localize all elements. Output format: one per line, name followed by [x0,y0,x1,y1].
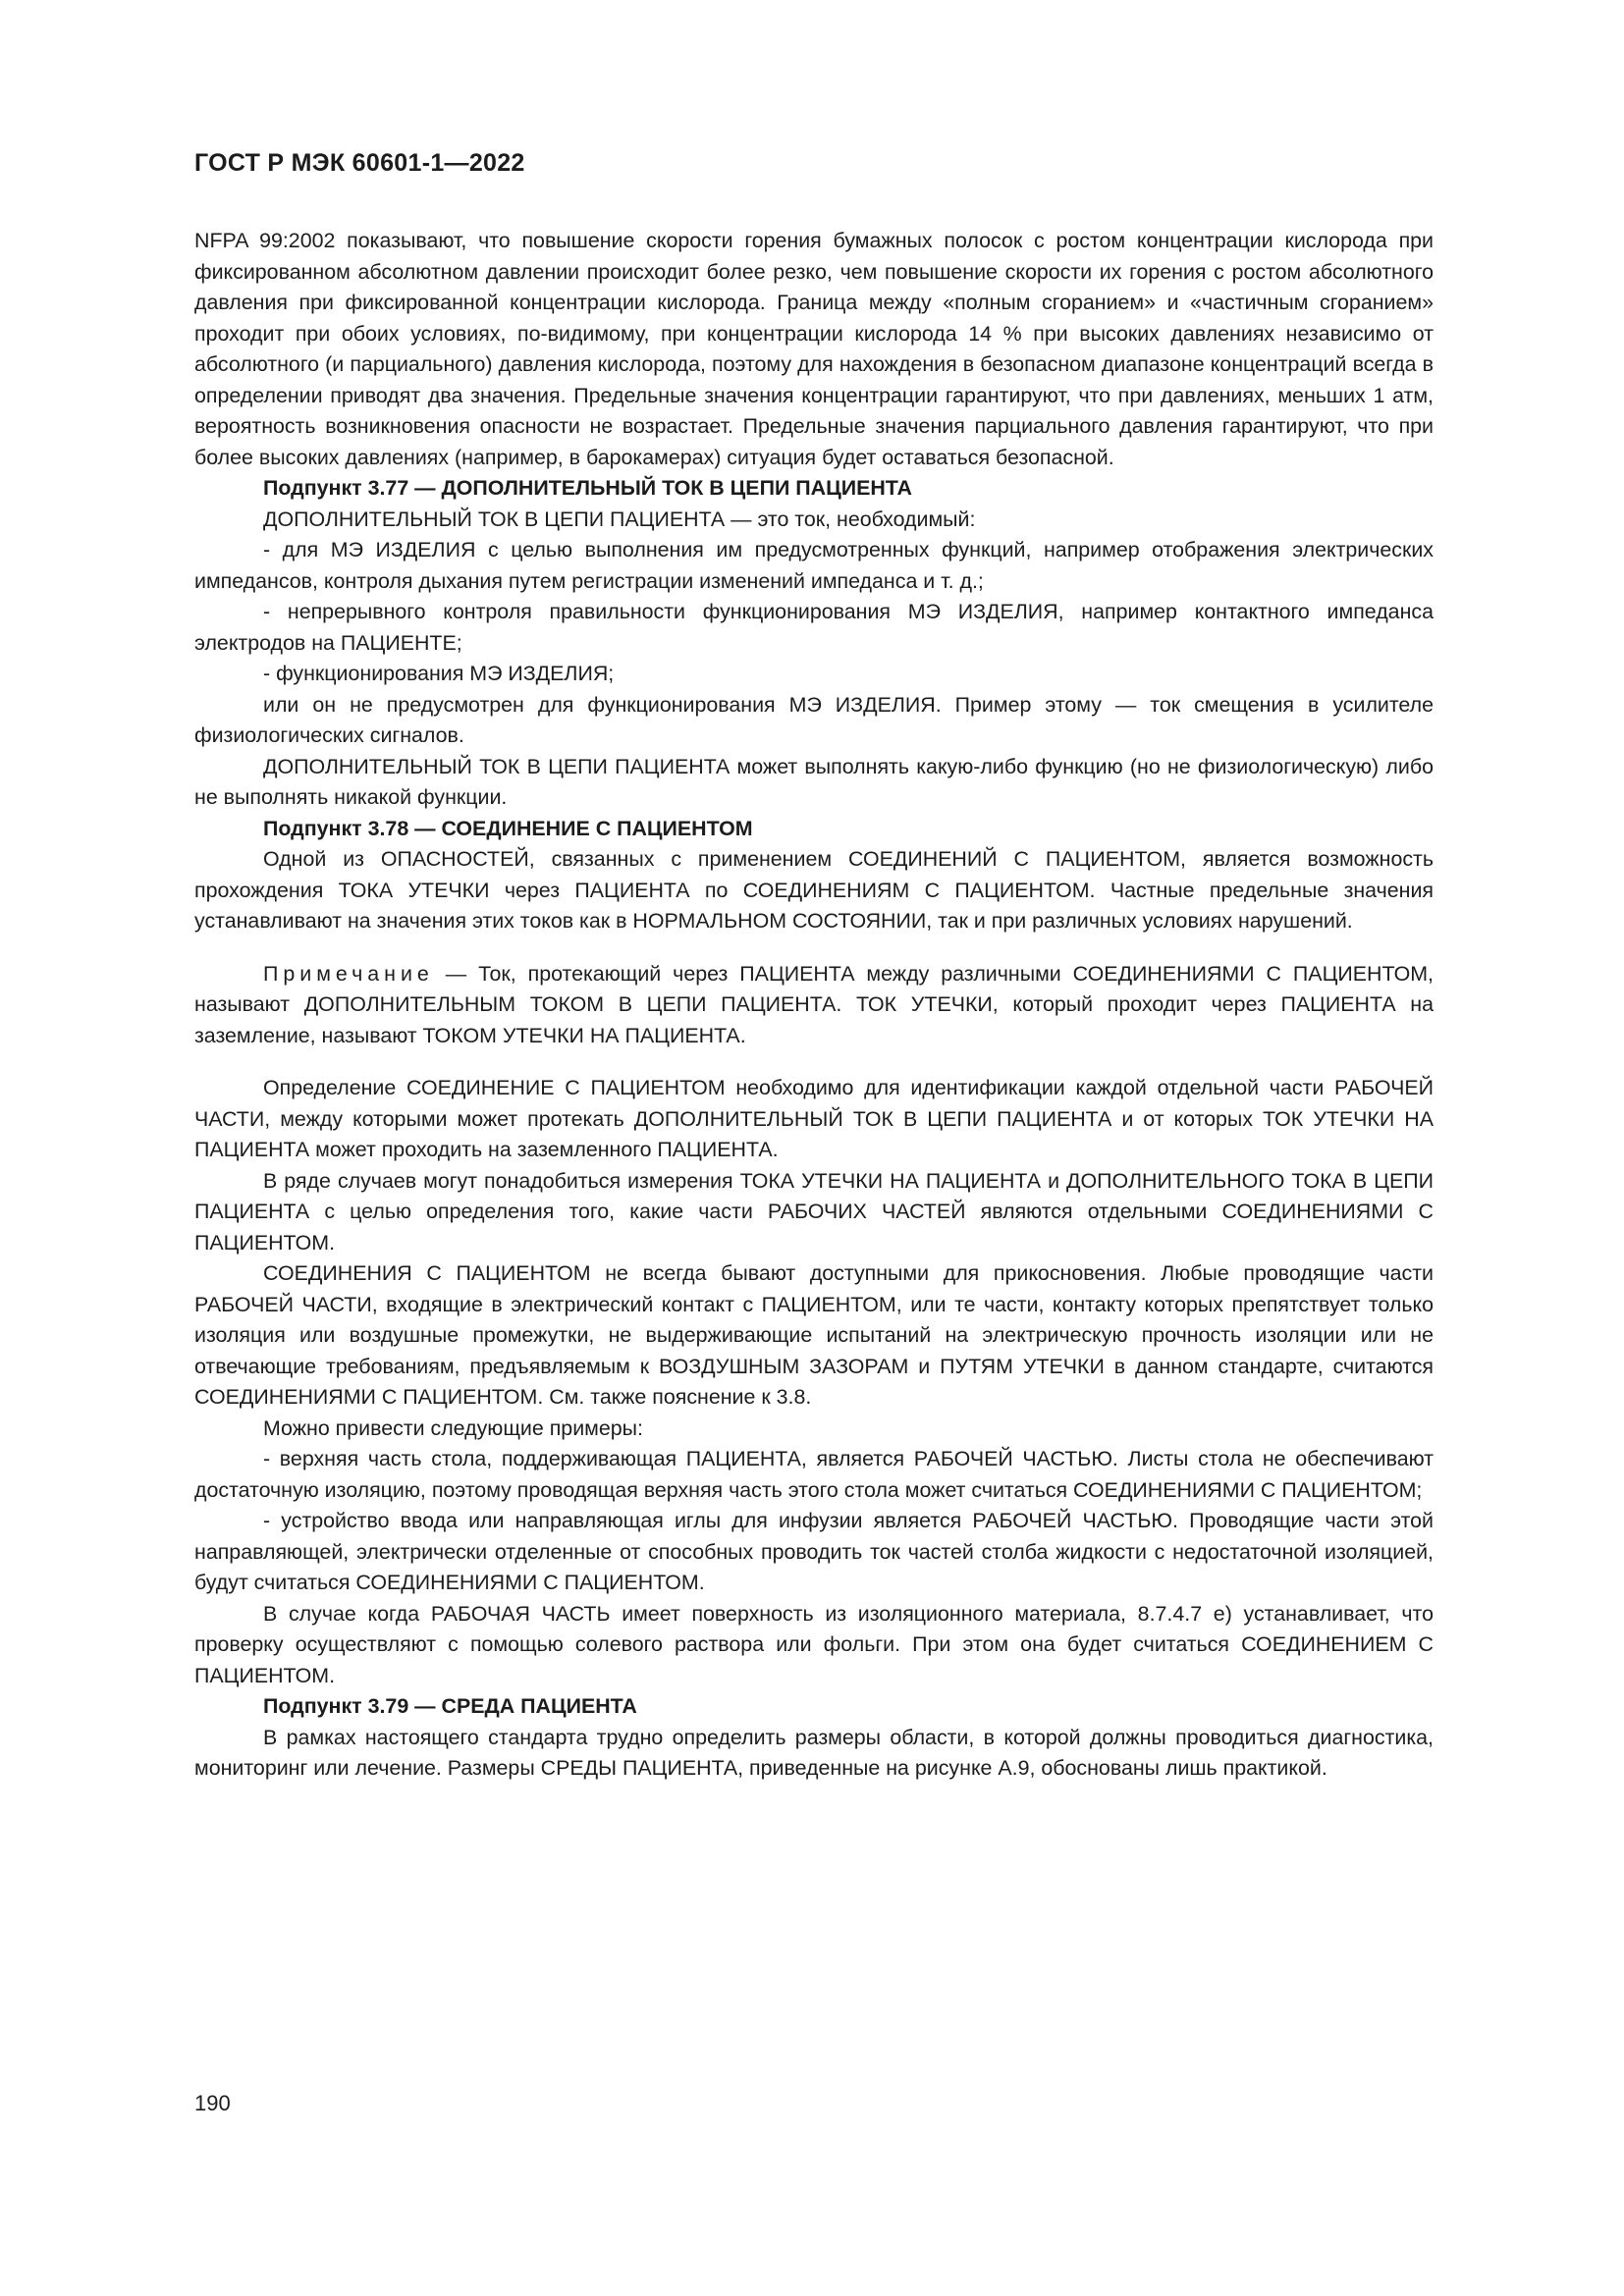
note-text: — Ток, протекающий через ПАЦИЕНТА между различными СОЕДИНЕНИЯМИ С ПАЦИЕНТОМ, называют ДОПОЛНИТЕЛЬНЫМ ТОКОМ В ЦЕПИ ПАЦИЕНТА. ТОК УТЕЧКИ, который проходит через ПАЦИЕНТА на заземление, называют ТОКОМ УТЕЧКИ НА ПАЦИЕНТА. [194,961,1434,1047]
document-header: ГОСТ Р МЭК 60601-1—2022 [194,149,525,177]
paragraph: или он не предусмотрен для функционирования МЭ ИЗДЕЛИЯ. Пример этому — ток смещения в усилителе физиологических сигналов. [194,692,1434,747]
list-item: - для МЭ ИЗДЕЛИЯ с целью выполнения им предусмотренных функций, например отображения электрических импедансов, контроля дыхания путем регистрации изменений импеданса и т. д.; [194,538,1434,593]
section-heading-3-77: Подпункт 3.77 — ДОПОЛНИТЕЛЬНЫЙ ТОК В ЦЕПИ ПАЦИЕНТА [263,476,912,500]
paragraph: СОЕДИНЕНИЯ С ПАЦИЕНТОМ не всегда бывают доступными для прикосновения. Любые проводящие части РАБОЧЕЙ ЧАСТИ, входящие в электрический контакт с ПАЦИЕНТОМ, или те части, контакту которых препятствует только изоляция или воздушные промежутки, не выдерживающие испытаний на электрическую прочность изоляции или не отвечающие требованиям, предъявляемым к ВОЗДУШНЫМ ЗАЗОРАМ и ПУТЯМ УТЕЧКИ в данном стандарте, считаются СОЕДИНЕНИЯМИ С ПАЦИЕНТОМ. См. также пояснение к 3.8. [194,1261,1434,1409]
paragraph: В ряде случаев могут понадобиться измерения ТОКА УТЕЧКИ НА ПАЦИЕНТА и ДОПОЛНИТЕЛЬНОГО ТОКА В ЦЕПИ ПАЦИЕНТА с целью определения того, какие части РАБОЧИХ ЧАСТЕЙ являются отдельными СОЕДИНЕНИЯМИ С ПАЦИЕНТОМ. [194,1168,1434,1255]
list-item: - функционирования МЭ ИЗДЕЛИЯ; [263,662,615,685]
paragraph: Одной из ОПАСНОСТЕЙ, связанных с применением СОЕДИНЕНИЙ С ПАЦИЕНТОМ, является возможность прохождения ТОКА УТЕЧКИ через ПАЦИЕНТА по СОЕДИНЕНИЯМ С ПАЦИЕНТОМ. Частные предельные значения устанавливают на значения этих токов как в НОРМАЛЬНОМ СОСТОЯНИИ, так и при различных условиях нарушений. [194,847,1434,933]
list-item: - устройство ввода или направляющая иглы для инфузии является РАБОЧЕЙ ЧАСТЬЮ. Проводящие части этой направляющей, электрически отделенные от способных проводить ток частей столба жидкости с недостаточной изоляцией, будут считаться СОЕДИНЕНИЯМИ С ПАЦИЕНТОМ. [194,1509,1434,1594]
note [194,959,1434,1052]
paragraph: В рамках настоящего стандарта трудно определить размеры области, в которой должны проводиться диагностика, мониторинг или лечение. Размеры СРЕДЫ ПАЦИЕНТА, приведенные на рисунке А.9, обоснованы лишь практикой. [194,1725,1434,1780]
section-heading-3-79: Подпункт 3.79 — СРЕДА ПАЦИЕНТА [263,1694,637,1718]
paragraph: ДОПОЛНИТЕЛЬНЫЙ ТОК В ЦЕПИ ПАЦИЕНТА — это ток, необходимый: [263,507,976,531]
paragraph: ДОПОЛНИТЕЛЬНЫЙ ТОК В ЦЕПИ ПАЦИЕНТА может выполнять какую-либо функцию (но не физиологическую) либо не выполнять никакой функции. [194,754,1434,809]
paragraph: Можно привести следующие примеры: [263,1415,643,1440]
list-item: - непрерывного контроля правильности функционирования МЭ ИЗДЕЛИЯ, например контактного импеданса электродов на ПАЦИЕНТЕ; [194,600,1434,655]
paragraph: В случае когда РАБОЧАЯ ЧАСТЬ имеет поверхность из изоляционного материала, 8.7.4.7 е) устанавливает, что проверку осуществляют с помощью солевого раствора или фольги. При этом она будет считаться СОЕДИНЕНИЕМ С ПАЦИЕНТОМ. [194,1601,1434,1687]
page-number: 190 [194,2091,231,2115]
list-item: - верхняя часть стола, поддерживающая ПАЦИЕНТА, является РАБОЧЕЙ ЧАСТЬЮ. Листы стола не обеспечивают достаточную изоляцию, поэтому проводящая верхняя часть этого стола может считаться СОЕДИНЕНИЯМИ С ПАЦИЕНТОМ; [194,1447,1434,1502]
section-heading-3-78: Подпункт 3.78 — СОЕДИНЕНИЕ С ПАЦИЕНТОМ [263,816,753,840]
paragraph: NFPA 99:2002 показывают, что повышение скорости горения бумажных полосок с ростом концентрации кислорода при фиксированном абсолютном давлении происходит более резко, чем повышение скорости их горения с ростом абсолютного давления при фиксированной концентрации кислорода. Граница между «полным сгоранием» и «частичным сгоранием» проходит при обоих условиях, по-видимому, при концентрации кислорода 14 % при высоких давлениях независимо от абсолютного (и парциального) давления кислорода, поэтому для нахождения в безопасном диапазоне концентраций всегда в определении приводят два значения. Предельные значения концентрации гарантируют, что при давлениях, меньших 1 атм, вероятность возникновения опасности не возрастает. Предельные значения парциального давления гарантируют, что при более высоких давлениях (например, в барокамерах) ситуация будет оставаться безопасной. [194,229,1434,469]
document-body [194,226,1434,1785]
paragraph: Определение СОЕДИНЕНИЕ С ПАЦИЕНТОМ необходимо для идентификации каждой отдельной части РАБОЧЕЙ ЧАСТИ, между которыми может протекать ДОПОЛНИТЕЛЬНЫЙ ТОК В ЦЕПИ ПАЦИЕНТА и от которых ТОК УТЕЧКИ НА ПАЦИЕНТА может проходить на заземленного ПАЦИЕНТА. [194,1076,1434,1161]
note-label: Примечание [263,961,434,986]
